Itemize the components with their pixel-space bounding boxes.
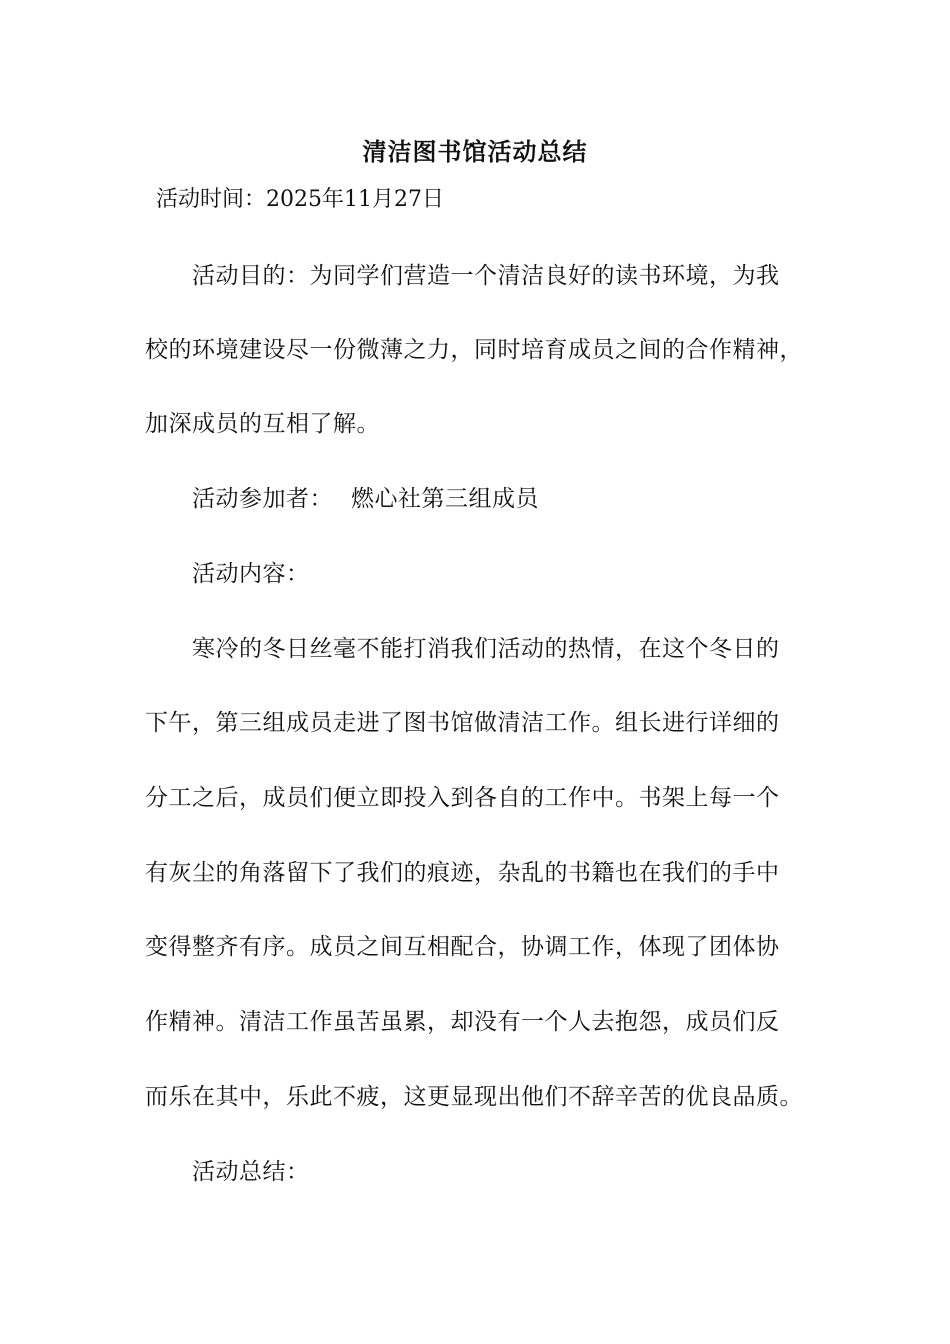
summary-heading: 活动总结：	[192, 1159, 310, 1185]
activity-time: 活动时间：2025年11月27日	[156, 187, 444, 212]
content-line-6: 作精神。清洁工作虽苦虽累，却没有一个人去抱怨，成员们反	[145, 1009, 780, 1035]
document-title: 清洁图书馆活动总结	[362, 137, 588, 166]
content-line-2: 下午，第三组成员走进了图书馆做清洁工作。组长进行详细的	[145, 710, 780, 736]
participants-line	[192, 482, 812, 516]
purpose-line-1: 活动目的：为同学们营造一个清洁良好的读书环境，为我	[192, 263, 780, 289]
participants-label: 活动参加者：	[192, 486, 333, 512]
content-line-1: 寒冷的冬日丝毫不能打消我们活动的热情，在这个冬日的	[192, 636, 780, 662]
content-line-7: 而乐在其中，乐此不疲，这更显现出他们不辞辛苦的优良品质。	[145, 1084, 803, 1110]
content-line-4: 有灰尘的角落留下了我们的痕迹，杂乱的书籍也在我们的手中	[145, 860, 780, 886]
purpose-line-2: 校的环境建设尽一份微薄之力，同时培育成员之间的合作精神，	[145, 337, 803, 363]
content-heading: 活动内容：	[192, 561, 310, 587]
purpose-line-3: 加深成员的互相了解。	[145, 411, 380, 437]
participants-value: 燃心社第三组成员	[351, 486, 539, 512]
content-line-5: 变得整齐有序。成员之间互相配合，协调工作，体现了团体协	[145, 934, 780, 960]
content-line-3: 分工之后，成员们便立即投入到各自的工作中。书架上每一个	[145, 785, 780, 811]
